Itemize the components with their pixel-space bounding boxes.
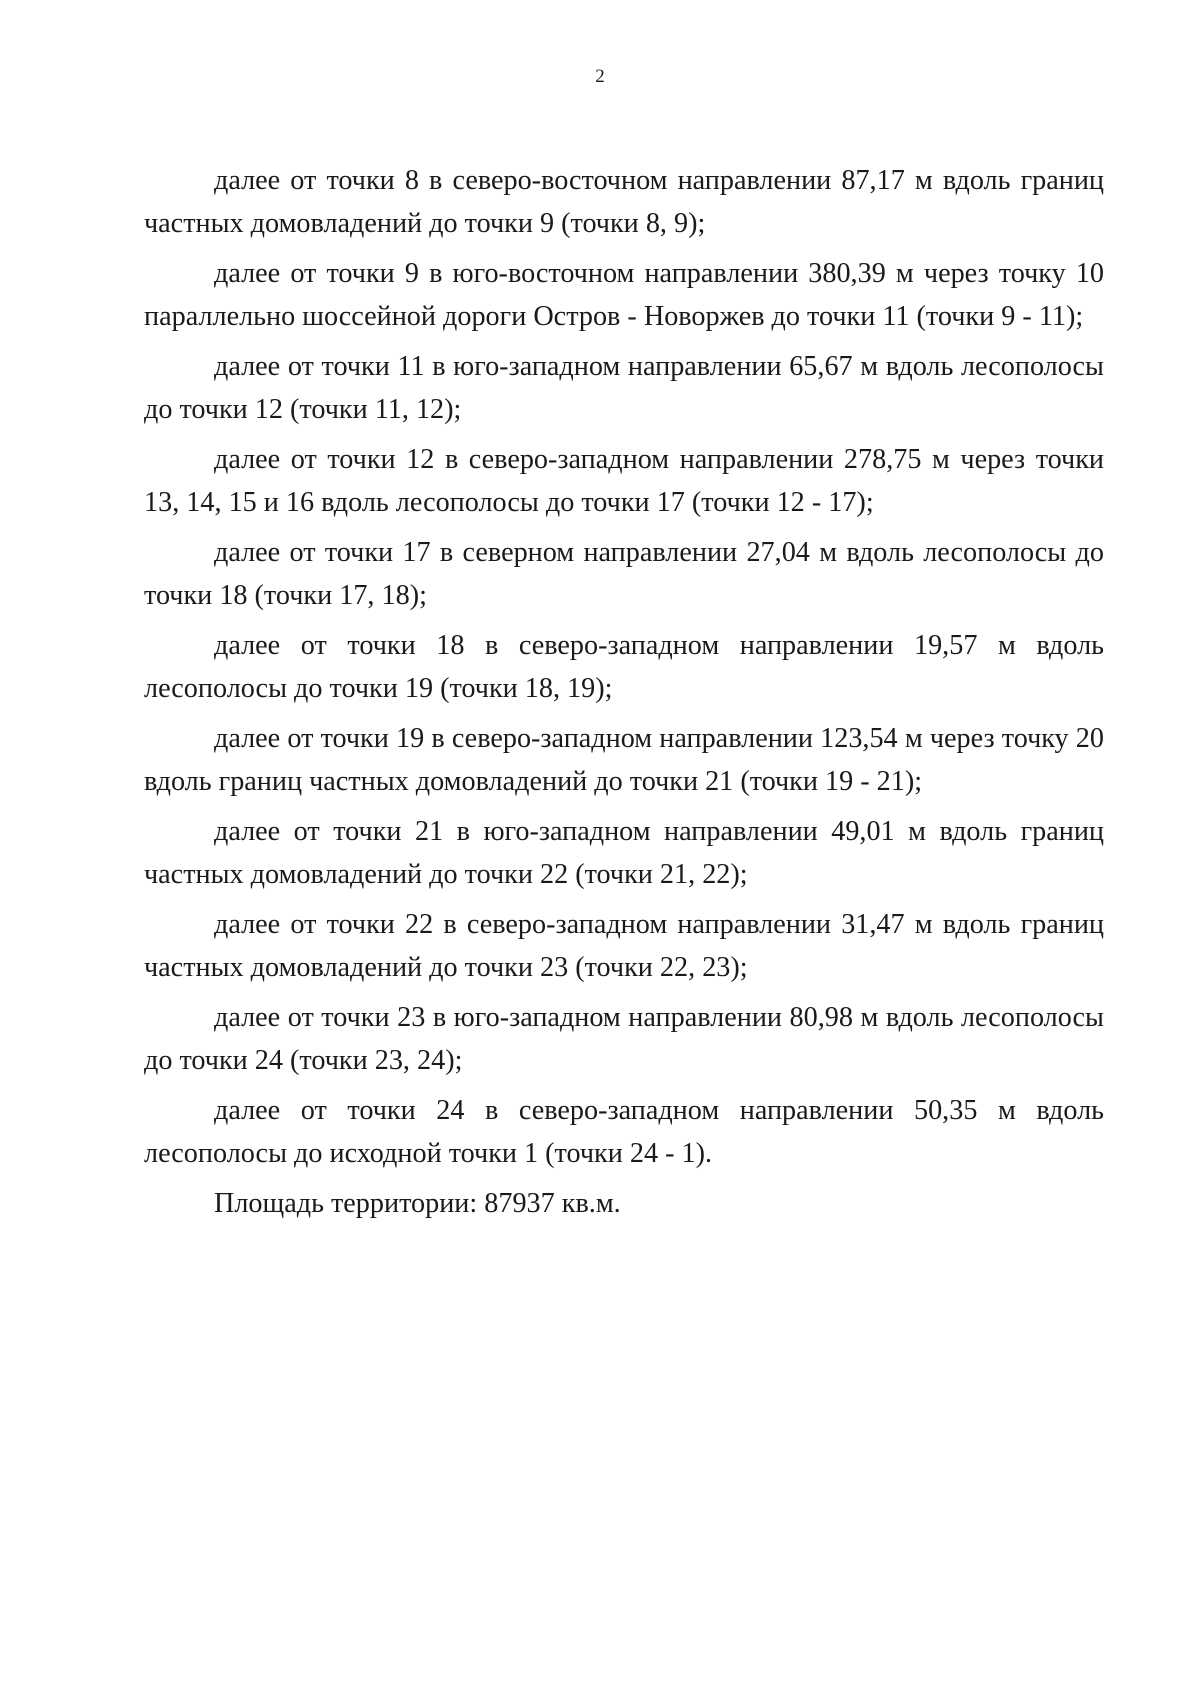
- document-body: [144, 160, 1104, 1234]
- boundary-paragraph: далее от точки 12 в северо-западном направлении 278,75 м через точки 13, 14, 15 и 16 вдоль лесополосы до точки 17 (точки 12 - 17);: [144, 444, 1104, 518]
- boundary-paragraph: далее от точки 18 в северо-западном направлении 19,57 м вдоль лесополосы до точки 19 (точки 18, 19);: [144, 630, 1104, 704]
- boundary-paragraph: далее от точки 24 в северо-западном направлении 50,35 м вдоль лесополосы до исходной точки 1 (точки 24 - 1).: [144, 1095, 1104, 1169]
- boundary-paragraph: далее от точки 17 в северном направлении 27,04 м вдоль лесополосы до точки 18 (точки 17, 18);: [144, 537, 1104, 611]
- boundary-paragraph: далее от точки 11 в юго-западном направлении 65,67 м вдоль лесополосы до точки 12 (точки 11, 12);: [144, 351, 1104, 425]
- boundary-paragraph: далее от точки 9 в юго-восточном направлении 380,39 м через точку 10 параллельно шоссейной дороги Остров - Новоржев до точки 11 (точки 9 - 11);: [144, 258, 1104, 332]
- boundary-paragraph: далее от точки 22 в северо-западном направлении 31,47 м вдоль границ частных домовладений до точки 23 (точки 22, 23);: [144, 909, 1104, 983]
- boundary-paragraph: далее от точки 19 в северо-западном направлении 123,54 м через точку 20 вдоль границ частных домовладений до точки 21 (точки 19 - 21);: [144, 723, 1104, 797]
- boundary-paragraph: далее от точки 23 в юго-западном направлении 80,98 м вдоль лесополосы до точки 24 (точки 23, 24);: [144, 1002, 1104, 1076]
- boundary-paragraph: далее от точки 21 в юго-западном направлении 49,01 м вдоль границ частных домовладений до точки 22 (точки 21, 22);: [144, 816, 1104, 890]
- page-number: 2: [595, 66, 605, 87]
- boundary-paragraph: далее от точки 8 в северо-восточном направлении 87,17 м вдоль границ частных домовладений до точки 9 (точки 8, 9);: [144, 165, 1104, 239]
- territory-area: Площадь территории: 87937 кв.м.: [214, 1188, 621, 1219]
